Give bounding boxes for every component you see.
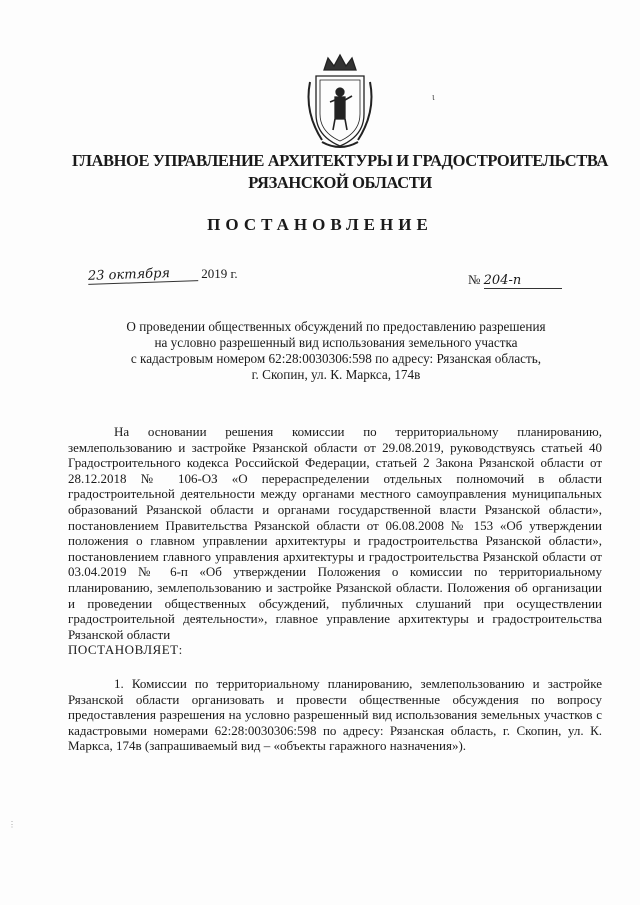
subject-line-2: на условно разрешенный вид использования земельного участка	[154, 335, 518, 350]
scan-mark: ι	[432, 92, 435, 103]
subject-line-4: г. Скопин, ул. К. Маркса, 174в	[251, 367, 421, 382]
subject-line-3: с кадастровым номером 62:28:0030306:598 по адресу: Рязанская область,	[130, 351, 542, 366]
date-year: 2019 г.	[201, 266, 238, 281]
document-date	[88, 266, 238, 283]
agency-name	[60, 150, 620, 194]
document-subject	[96, 319, 576, 383]
coat-of-arms-emblem	[302, 52, 378, 152]
document-body	[68, 424, 602, 754]
preamble-paragraph	[68, 424, 602, 658]
decree-word: ПОСТАНОВЛЯЕТ:	[68, 642, 183, 658]
number-prefix: №	[468, 272, 481, 287]
subject-line-1: О проведении общественных обсуждений по предоставлению разрешения	[126, 319, 546, 334]
agency-line-1: ГЛАВНОЕ УПРАВЛЕНИЕ АРХИТЕКТУРЫ И ГРАДОСТРОИТЕЛЬСТВА	[72, 151, 608, 170]
item-1-paragraph: 1. Комиссии по территориальному планированию, землепользованию и застройке Рязанской области организовать и провести общественные обсуждения по вопросу предоставления разрешения на условно разрешенный вид использования земельных участков с кадастровыми номерами 62:28:0030306:598 по адресу: Рязанская область, г. Скопин, ул. К. Маркса, 174в (запрашиваемый вид – «объекты гаражного назначения»).	[68, 675, 602, 754]
document-number	[468, 272, 562, 289]
agency-line-2: РЯЗАНСКОЙ ОБЛАСТИ	[248, 173, 432, 192]
handwritten-date: 23 октября	[88, 265, 198, 285]
preamble-text: На основании решения комиссии по территориальному планированию, землепользованию и застройке Рязанской области от 29.08.2019, руководствуясь статьей 40 Градостроительного кодекса Российской Федерации, статьей 2 Закона Рязанской области от 28.12.2018 № 106-ОЗ «О перераспределении отдельных полномочий в области градостроительной деятельности между органами местного самоуправления муниципальных образований Рязанской области и органами государственной власти Рязанской области», постановлением Правительства Рязанской области от 06.08.2008 № 153 «Об утверждении положения о главном управлении архитектуры и градостроительства Рязанской области», постановлением главного управления архитектуры и градостроительства Рязанской области от 03.04.2019 № 6-п «Об утверждении Положения о комиссии по территориальному планированию, землепользованию и застройке Рязанской области. Положения об организации и проведении общественных обсуждений, публичных слушаний при осуществлении градостроительной деятельности», главное управление архитектуры и градостроительства Рязанской области	[68, 424, 602, 642]
document-type-title: ПОСТАНОВЛЕНИЕ	[207, 215, 433, 234]
scan-artifact: ⋮	[8, 820, 16, 829]
handwritten-number: 204-п	[484, 273, 562, 289]
